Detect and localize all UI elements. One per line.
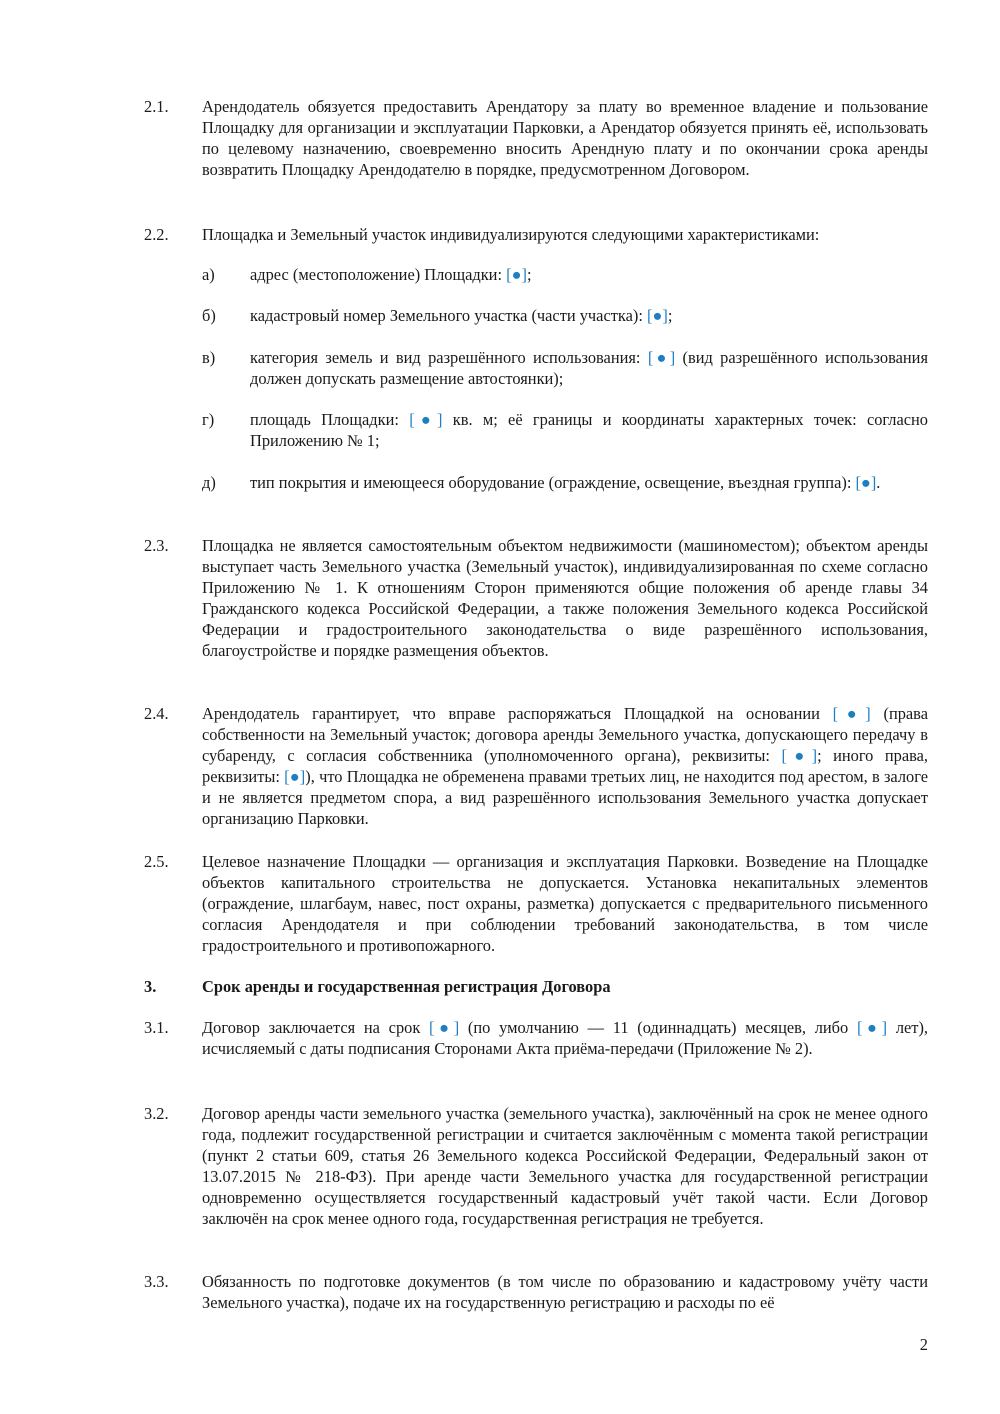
subitem-d <box>202 472 928 493</box>
clause-2-4 <box>144 703 928 829</box>
clause-text: Договор аренды части земельного участка (земельного участка), заключённый на срок не менее одного года, подлежит государственной регистрации и считается заключённым с момента такой регистрации (пункт 2 статьи 609, статья 26 Земельного кодекса Российской Федерации, Федеральный закон от 13.07.2015 № 218-ФЗ). При аренде части Земельного участка для государственной регистрации одновременно осуществляется государственный кадастровый учёт такой части. Если Договор заключён на срок менее одного года, государственная регистрация не требуется. <box>202 1104 928 1228</box>
clause-number: 2.4. <box>144 704 169 723</box>
placeholder-field: [●] <box>855 473 877 492</box>
text-fragment: Договор заключается на срок <box>202 1018 430 1037</box>
text-fragment: . <box>876 473 881 492</box>
placeholder-field: [●] <box>429 1018 460 1037</box>
placeholder-field: [●] <box>284 767 306 786</box>
text-fragment: Арендодатель гарантирует, что вправе распоряжаться Площадкой на основании <box>202 704 833 723</box>
subitem-letter: в) <box>202 348 216 367</box>
subitem-letter: д) <box>202 473 216 492</box>
text-fragment: категория земель и вид разрешённого использования: <box>250 348 648 367</box>
subitem-letter: г) <box>202 410 215 429</box>
text-fragment: лет), исчисляемый с даты подписания Сторонами Акта приёма-передачи (Приложение № 2). <box>202 1018 928 1058</box>
text-fragment: ), что Площадка не обременена правами третьих лиц, не находится под арестом, в залоге и не является предметом спора, а вид разрешённого использования Земельного участка допускает организацию Парковки. <box>202 767 929 828</box>
clause-2-3 <box>144 535 928 661</box>
text-fragment: (вид разрешённого использования должен допускать размещение автостоянки); <box>250 348 928 388</box>
clause-3-1 <box>144 1017 928 1059</box>
clause-number: 3.1. <box>144 1018 169 1037</box>
subitem-text <box>250 264 928 285</box>
clause-3-2 <box>144 1103 928 1229</box>
text-fragment: ; иного права, реквизиты: <box>202 746 928 786</box>
clause-number: 2.1. <box>144 97 169 116</box>
section-number: 3. <box>144 977 157 996</box>
placeholder-field: [●] <box>647 348 676 367</box>
placeholder-field: [●] <box>409 410 443 429</box>
subitem-letter: б) <box>202 306 216 325</box>
clause-text <box>202 703 928 829</box>
text-fragment: ; <box>526 265 532 284</box>
clause-3-3 <box>144 1271 928 1313</box>
text-fragment: адрес (местоположение) Площадки: <box>250 265 507 284</box>
page-number: 2 <box>919 1335 928 1354</box>
section-3-heading <box>144 976 928 997</box>
subitem-b <box>202 305 928 326</box>
text-fragment: (права собственности на Земельный участок; договора аренды Земельного участка, допускающего передачу в субаренду, с согласия собственника (уполномоченного органа), реквизиты: <box>202 704 928 765</box>
clause-number: 2.2. <box>144 225 169 244</box>
subitem-text <box>250 472 928 493</box>
clause-text: Целевое назначение Площадки — организация и эксплуатация Парковки. Возведение на Площадке объектов капитального строительства не допускается. Установка некапитальных элементов (ограждение, шлагбаум, навес, пост охраны, разметка) допускается с предварительного письменного согласия Арендодателя и при соблюдении требований законодательства, в том числе градостроительного и противопожарного. <box>202 852 928 955</box>
clause-2-5 <box>144 851 928 956</box>
clause-text: Площадка и Земельный участок индивидуализируются следующими характеристиками: <box>202 225 820 244</box>
text-fragment: (по умолчанию — 11 (одиннадцать) месяцев, либо <box>459 1018 857 1037</box>
text-fragment: тип покрытия и имеющееся оборудование (ограждение, освещение, въездная группа): <box>250 473 856 492</box>
subitem-v <box>202 347 928 389</box>
clause-text: Обязанность по подготовке документов (в том числе по образованию и кадастровому учёту части Земельного участка), подаче их на государственную регистрацию и расходы по её <box>202 1272 928 1312</box>
subitem-g <box>202 409 928 451</box>
placeholder-field: [●] <box>646 306 668 325</box>
subitem-text <box>250 347 928 389</box>
clause-text <box>202 1017 928 1059</box>
clause-number: 3.3. <box>144 1272 169 1291</box>
text-fragment: кв. м; её границы и координаты характерных точек: согласно Приложению № 1; <box>250 410 929 450</box>
text-fragment: площадь Площадки: <box>250 410 410 429</box>
subitem-letter: а) <box>202 265 215 284</box>
section-title: Срок аренды и государственная регистрация Договора <box>202 977 611 996</box>
subitem-a <box>202 264 928 285</box>
text-fragment: ; <box>667 306 673 325</box>
clause-text: Арендодатель обязуется предоставить Арендатору за плату во временное владение и пользование Площадку для организации и эксплуатации Парковки, а Арендатор обязуется принять её, использовать по целевому назначению, своевременно вносить Арендную плату и по окончании срока аренды возвратить Площадку Арендодателю в порядке, предусмотренном Договором. <box>202 97 928 179</box>
placeholder-field: [●] <box>856 1018 888 1037</box>
clause-2-2 <box>144 224 928 245</box>
subitem-text <box>250 409 928 451</box>
clause-number: 2.3. <box>144 536 169 555</box>
placeholder-field: [●] <box>832 704 871 723</box>
clause-2-1 <box>144 96 928 180</box>
placeholder-field: [●] <box>781 746 818 765</box>
subitem-text <box>250 305 928 326</box>
clause-number: 2.5. <box>144 852 169 871</box>
text-fragment: кадастровый номер Земельного участка (части участка): <box>250 306 647 325</box>
clause-text: Площадка не является самостоятельным объектом недвижимости (машиноместом); объектом аренды выступает часть Земельного участка (Земельный участок), индивидуализированная по схеме согласно Приложению № 1. К отношениям Сторон применяются общие положения об аренде главы 34 Гражданского кодекса Российской Федерации, а также положения Земельного кодекса Российской Федерации и градостроительного законодательства о виде разрешённого использования, благоустройстве и порядке размещения объектов. <box>202 536 928 660</box>
placeholder-field: [●] <box>506 265 527 284</box>
clause-number: 3.2. <box>144 1104 169 1123</box>
